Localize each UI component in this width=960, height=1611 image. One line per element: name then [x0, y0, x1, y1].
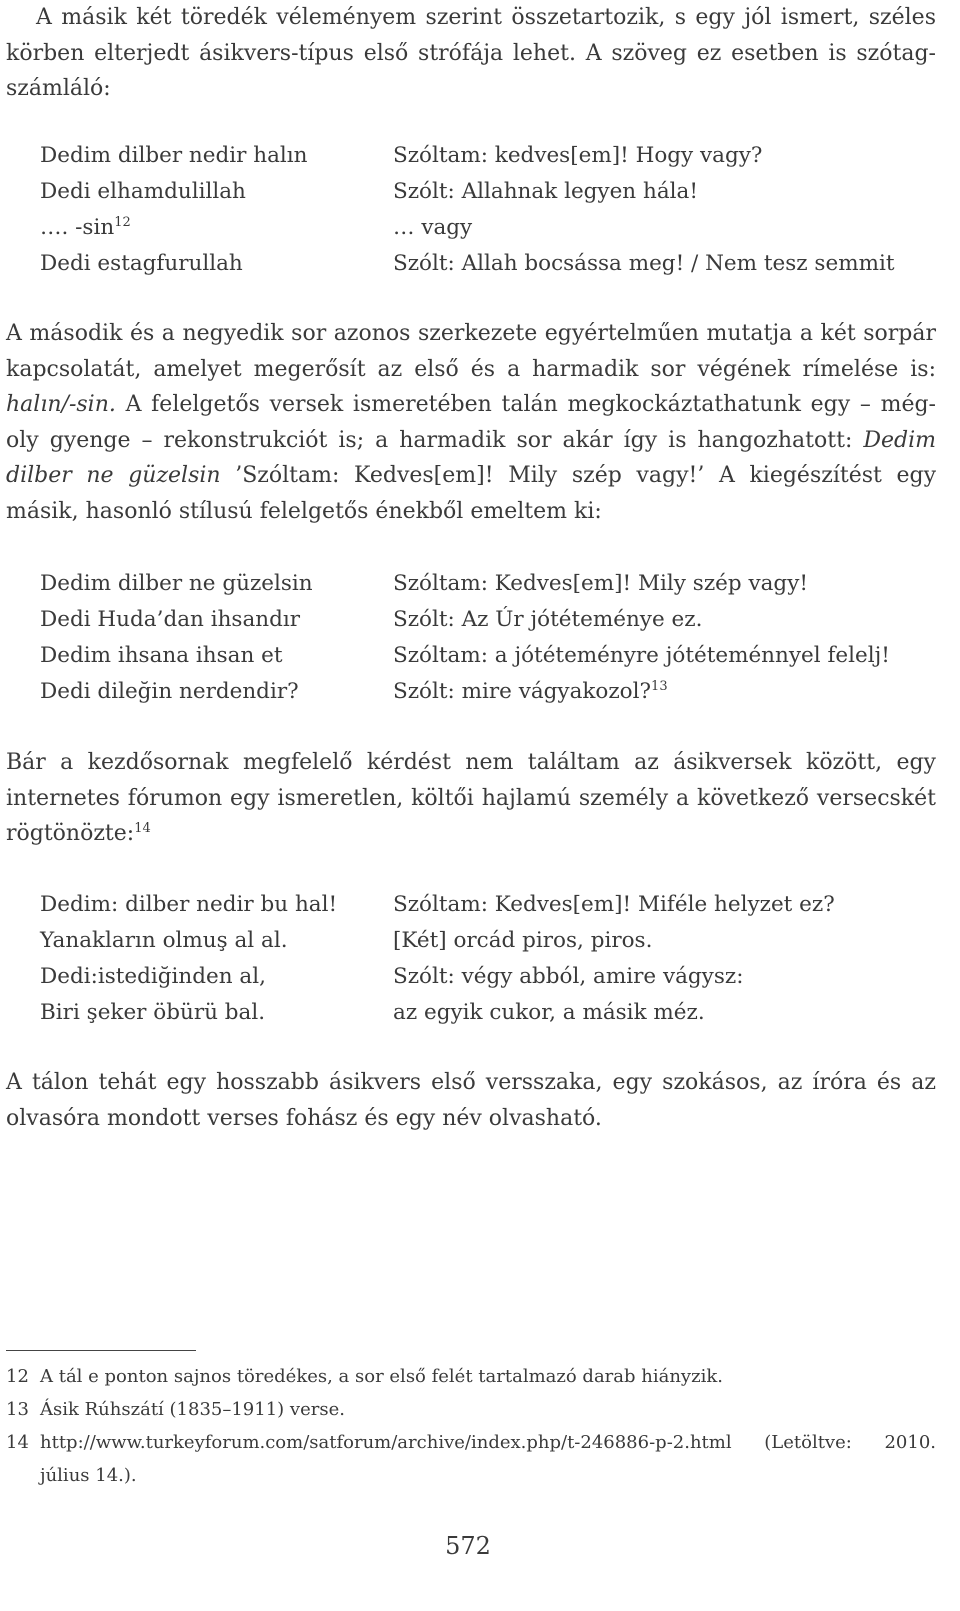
verse-original: Biri şeker öbürü bal.	[40, 1000, 266, 1025]
verse-original: Dedim dilber nedir halın	[40, 143, 308, 168]
verse-translation: Szóltam: kedves[em]! Hogy vagy?	[393, 143, 763, 168]
verse-translation: az egyik cukor, a másik méz.	[393, 1000, 705, 1025]
verse-original-with-ref	[40, 210, 131, 246]
verse-line	[40, 174, 930, 210]
page-number: 572	[445, 1532, 491, 1560]
verse-line	[40, 887, 930, 923]
verse-line	[40, 602, 930, 638]
footnote-ref[interactable]: 12	[114, 215, 131, 230]
verse-block-1	[40, 138, 930, 282]
verse-original: Yanakların olmuş al al.	[40, 928, 288, 953]
text-span: ’Szóltam: Kedves[em]! Mily szép vagy!’ A kiegészítést egy másik, hasonló stílusú felelgetős énekből emeltem ki:	[6, 463, 936, 524]
verse-line	[40, 674, 930, 710]
verse-line	[40, 638, 930, 674]
text-span: A második és a negyedik sor azonos szerkezete egyértelműen mutatja a két sorpár kapcsolatát, amelyet megerősít az első és a harmadik sor végének rímelése is:	[6, 321, 936, 382]
verse-line	[40, 138, 930, 174]
verse-translation-with-ref	[393, 674, 668, 710]
footnote-divider	[6, 1350, 196, 1351]
verse-original: Dedim ihsana ihsan et	[40, 643, 283, 668]
footnote-number: 14	[6, 1432, 29, 1453]
verse-translation: Szóltam: Kedves[em]! Miféle helyzet ez?	[393, 892, 835, 917]
footnote	[6, 1426, 936, 1492]
verse-translation: Szólt: Az Úr jótéteménye ez.	[393, 607, 703, 632]
verse-line	[40, 210, 930, 246]
footnote-number: 13	[6, 1399, 29, 1420]
italic-span: Dedim dilber ne güzelsin	[6, 427, 936, 488]
verse-line	[40, 959, 930, 995]
text-span: Bár a kezdősornak megfelelő kérdést nem találtam az ásikversek között, egy internetes fórumon egy ismeretlen, költői hajlamú személy a következő versecskét rögtönözte:	[6, 750, 936, 846]
verse-line	[40, 995, 930, 1031]
verse-translation: Szóltam: a jótéteményre jótéteménnyel felelj!	[393, 643, 890, 668]
footnote-ref[interactable]: 13	[651, 679, 668, 694]
paragraph-intro: A másik két töredék véleményem szerint összetartozik, s egy jól ismert, széles körben elterjedt ásikvers-típus első strófája lehet. A szöveg ez esetben is szótag-számláló:	[6, 5, 936, 101]
footnote-ref[interactable]: 14	[134, 821, 151, 836]
verse-original: Dedi Huda’dan ihsandır	[40, 607, 301, 632]
verse-translation: Szólt: végy abból, amire vágysz:	[393, 964, 744, 989]
footnote-link-text[interactable]: http://www.turkeyforum.com/satforum/archive/index.php/t-246886-p-2.html (Letöltve: 2010. július 14.).	[40, 1432, 936, 1486]
paragraph-forum	[6, 745, 936, 852]
verse-translation: Szóltam: Kedves[em]! Mily szép vagy!	[393, 571, 808, 596]
verse-translation: [Két] orcád piros, piros.	[393, 928, 653, 953]
verse-original: …. -sin	[40, 215, 115, 240]
verse-original: Dedim dilber ne güzelsin	[40, 571, 313, 596]
footnote-number: 12	[6, 1366, 29, 1387]
verse-original: Dedim: dilber nedir bu hal!	[40, 892, 338, 917]
verse-original: Dedi estagfurullah	[40, 251, 243, 276]
footnote	[6, 1393, 936, 1426]
verse-translation: … vagy	[393, 215, 473, 240]
footnote-text: A tál e ponton sajnos töredékes, a sor első felét tartalmazó darab hiányzik.	[40, 1366, 723, 1387]
verse-line	[40, 246, 930, 282]
paragraph-analysis	[6, 316, 936, 529]
verse-original: Dedi dileğin nerdendir?	[40, 679, 299, 704]
verse-translation: Szólt: Allahnak legyen hála!	[393, 179, 698, 204]
footnote	[6, 1360, 936, 1393]
footnotes	[6, 1360, 936, 1492]
verse-original: Dedi elhamdulillah	[40, 179, 246, 204]
verse-translation: Szólt: Allah bocsássa meg! / Nem tesz semmit	[393, 251, 895, 276]
paragraph-conclusion: A tálon tehát egy hosszabb ásikvers első versszaka, egy szokásos, az íróra és az olvasóra mondott verses fohász és egy név olvasható.	[6, 1070, 936, 1131]
verse-line	[40, 923, 930, 959]
verse-block-2	[40, 566, 930, 710]
verse-block-3	[40, 887, 930, 1031]
verse-translation: Szólt: mire vágyakozol?	[393, 679, 652, 704]
italic-span: halın/-sin.	[6, 392, 116, 417]
verse-original: Dedi:istediğinden al,	[40, 964, 266, 989]
footnote-text: Ásik Rúhszátí (1835–1911) verse.	[40, 1399, 345, 1420]
text-span: A felelgetős versek ismeretében talán megkockáztathatunk egy – még-oly gyenge – rekonstrukciót is; a harmadik sor akár így is hangozhatott:	[6, 392, 936, 453]
verse-line	[40, 566, 930, 602]
